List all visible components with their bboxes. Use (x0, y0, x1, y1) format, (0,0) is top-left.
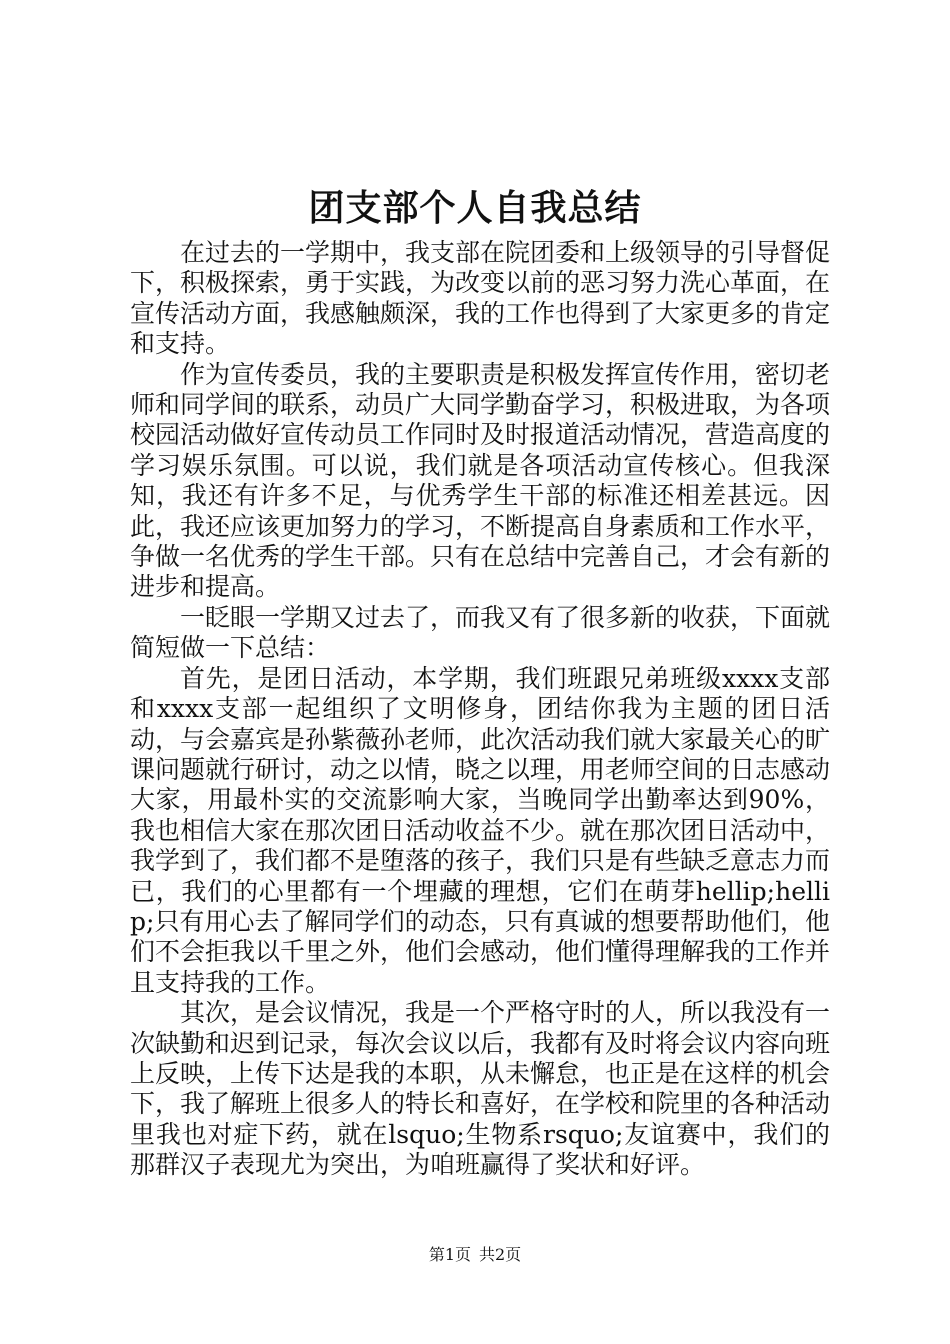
paragraph-4: 首先，是团日活动，本学期，我们班跟兄弟班级xxxx支部和xxxx支部一起组织了文明修身，团结你我为主题的团日活动，与会嘉宾是孙紫薇孙老师，此次活动我们就大家最关心的旷课问题就行研讨，动之以情，晓之以理，用老师空间的日志感动大家，用最朴实的交流影响大家，当晚同学出勤率达到90%，我也相信大家在那次团日活动收益不少。就在那次团日活动中，我学到了，我们都不是堕落的孩子，我们只是有些缺乏意志力而已，我们的心里都有一个埋藏的理想，它们在萌芽hellip;hellip;只有用心去了解同学们的动态，只有真诚的想要帮助他们，他们不会拒我以千里之外，他们会感动，他们懂得理解我的工作并且支持我的工作。 (130, 663, 831, 997)
paragraph-2: 作为宣传委员，我的主要职责是积极发挥宣传作用，密切老师和同学间的联系，动员广大同学勤奋学习，积极进取，为各项校园活动做好宣传动员工作同时及时报道活动情况，营造高度的学习娱乐氛围。可以说，我们就是各项活动宣传核心。但我深知，我还有许多不足，与优秀学生干部的标准还相差甚远。因此，我还应该更加努力的学习，不断提高自身素质和工作水平，争做一名优秀的学生干部。只有在总结中完善自己，才会有新的进步和提高。 (130, 359, 831, 602)
page-total: 共2页 (479, 1245, 522, 1264)
paragraph-3: 一眨眼一学期又过去了，而我又有了很多新的收获，下面就简短做一下总结： (130, 602, 831, 663)
document-body (130, 238, 830, 1181)
paragraph-1: 在过去的一学期中，我支部在院团委和上级领导的引导督促下，积极探索，勇于实践，为改变以前的恶习努力洗心革面，在宣传活动方面，我感触颇深，我的工作也得到了大家更多的肯定和支持。 (130, 238, 831, 359)
document-title: 团支部个人自我总结 (308, 187, 642, 229)
page-footer (0, 1244, 950, 1266)
paragraph-5: 其次，是会议情况，我是一个严格守时的人，所以我没有一次缺勤和迟到记录，每次会议以后，我都有及时将会议内容向班上反映，上传下达是我的本职，从未懈怠，也正是在这样的机会下，我了解班上很多人的特长和喜好，在学校和院里的各种活动里我也对症下药，就在lsquo;生物系rsquo;友谊赛中，我们的那群汉子表现尤为突出，为咱班赢得了奖状和好评。 (130, 998, 831, 1180)
page-number: 第1页 (428, 1245, 471, 1264)
